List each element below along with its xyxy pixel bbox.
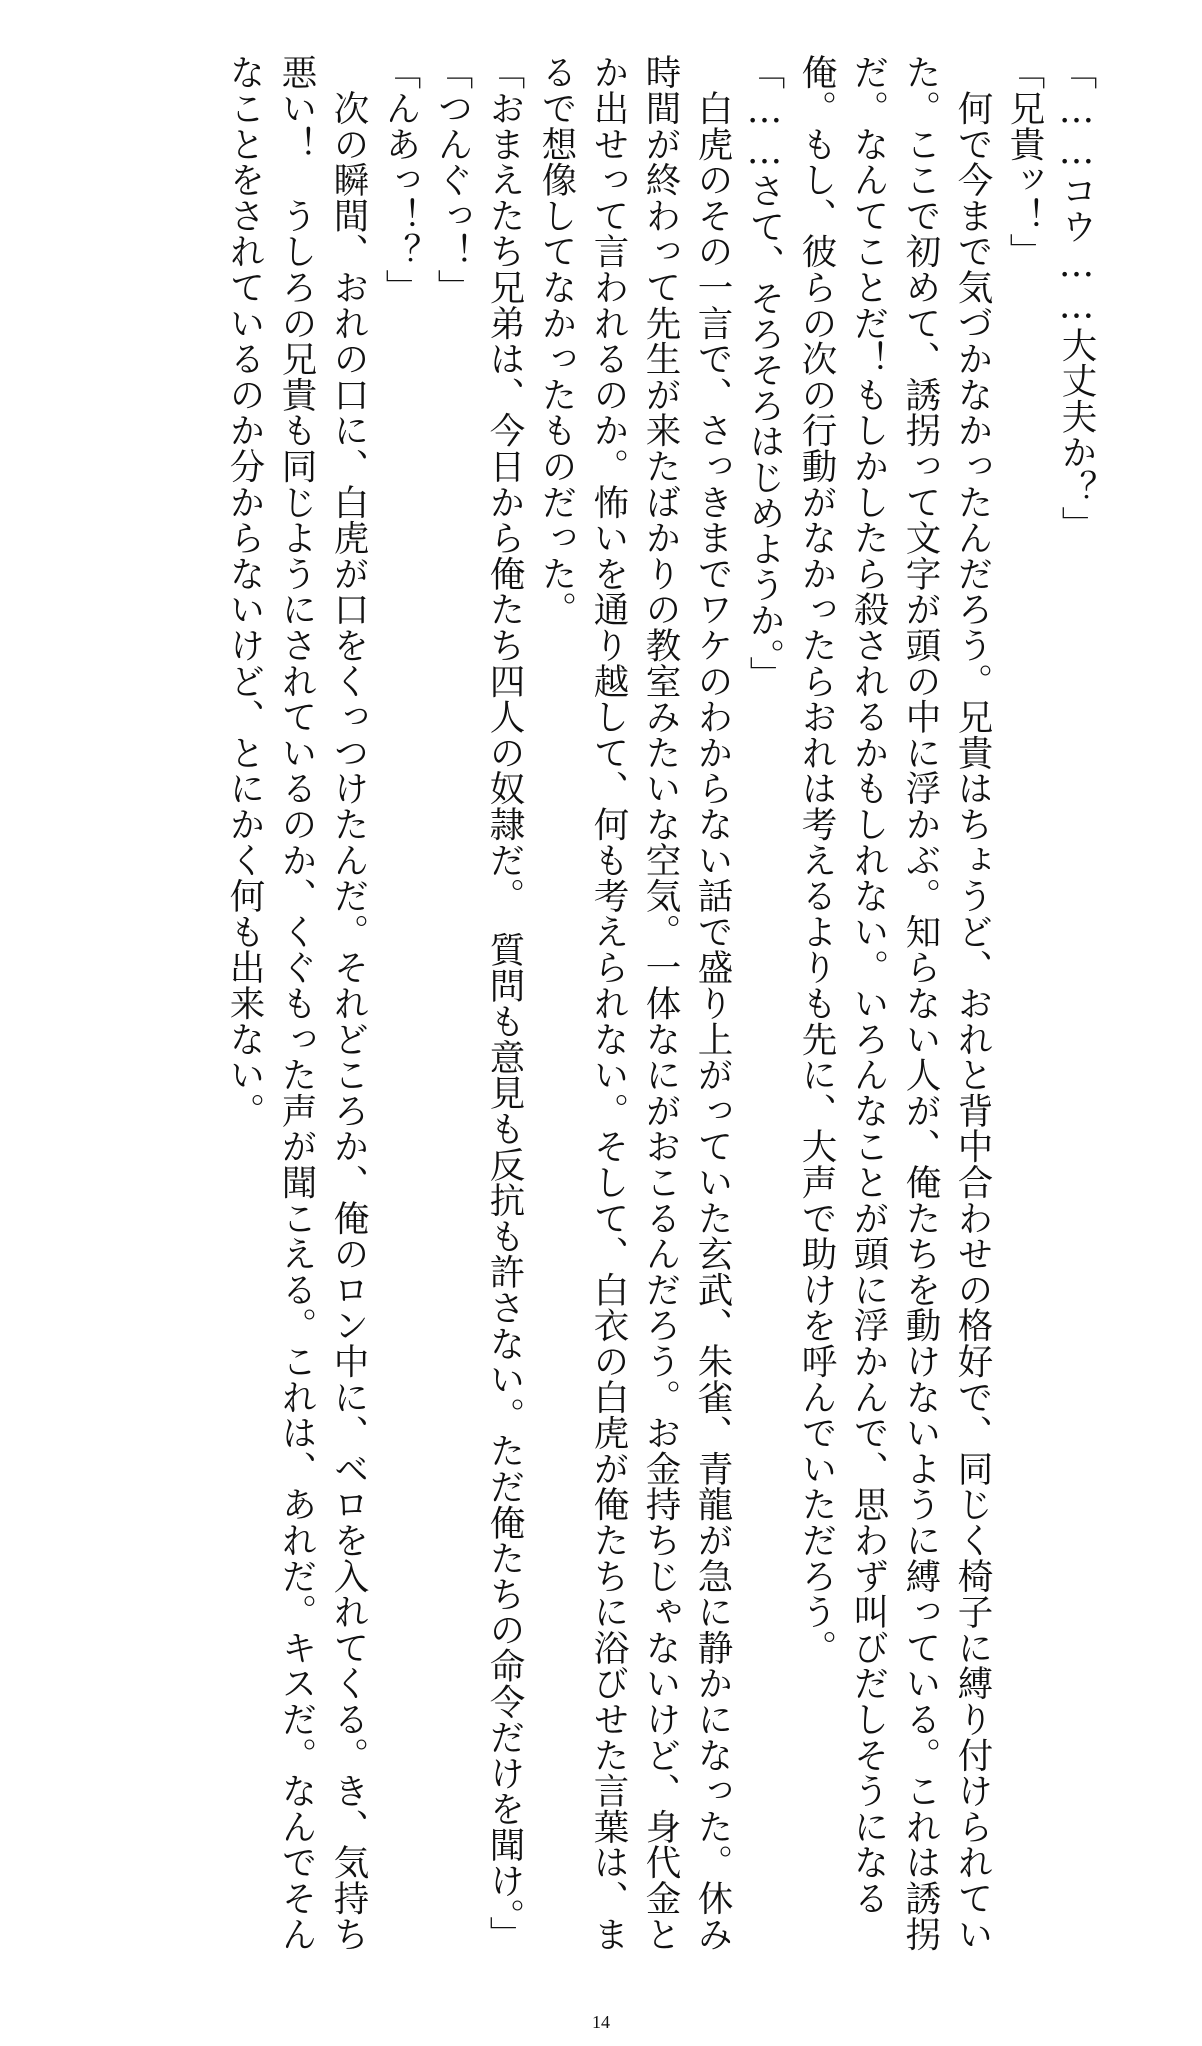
dialogue-line: 「兄貴ッ！」 bbox=[1004, 54, 1045, 269]
dialogue-line: 「……さて、そろそろはじめようか。」 bbox=[744, 54, 785, 692]
dialogue-line: 「つんぐっ！」 bbox=[432, 54, 473, 305]
page-number: 14 bbox=[592, 2012, 610, 2032]
dialogue-line: 「……コウ……大丈夫か？」 bbox=[1056, 54, 1097, 542]
narration-paragraph: 何で今まで気づかなかったんだろう。兄貴はちょうど、おれと背中合わせの格好で、同じく椅子に縛り付けられていた。ここで初めて、誘拐って文字が頭の中に浮かぶ。知らない人が、俺たちを動けないように縛っている。これは誘拐だ。なんてことだ！もしかしたら殺されるかもしれない。いろんなことが頭に浮かんで、思わず叫びだしそうになる俺。もし、彼らの次の行動がなかったらおれは考えるよりも先に、大声で助けを呼んでいただろう。 bbox=[796, 54, 993, 1952]
dialogue-line: 「んあっ！？」 bbox=[380, 54, 421, 305]
narration-paragraph: 次の瞬間、おれの口に、白虎が口をくっつけたんだ。それどころか、俺のロン中に、ベロを入れてくる。き、気持ち悪い！ うしろの兄貴も同じようにされているのか、くぐもった声が聞こえる。これは、あれだ。キスだ。なんでそんなことをされているのか分からないけど、とにかく何も出来ない。 bbox=[224, 54, 369, 1952]
dialogue-line: 「おまえたち兄弟は、今日から俺たち四人の奴隷だ。 質問も意見も反抗も許さない。ただ俺たちの命令だけを聞け。」 bbox=[484, 54, 525, 1952]
narration-paragraph: 白虎のその一言で、さっきまでワケのわからない話で盛り上がっていた玄武、朱雀、青龍が急に静かになった。休み時間が終わって先生が来たばかりの教室みたいな空気。一体なにがおこるんだろう。お金持ちじゃないけど、身代金とか出せって言われるのか。怖いを通り越して、何も考えられない。そして、白衣の白虎が俺たちに浴びせた言葉は、まるで想像してなかったものだった。 bbox=[536, 54, 733, 1952]
vertical-text-body bbox=[218, 54, 1102, 1984]
